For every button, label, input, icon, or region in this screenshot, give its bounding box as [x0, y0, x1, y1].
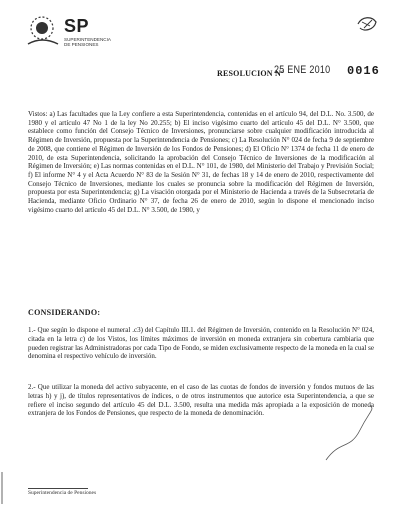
considerando-heading: CONSIDERANDO:	[28, 308, 101, 317]
binding-mark-icon	[0, 470, 10, 506]
institution-logo	[24, 14, 111, 50]
considerando-item-1-text: 1.- Que según lo dispone el numeral .c3) del Capítulo III.1. del Régimen de Inversión, contenido en la Resolución N° 024, citada en la letra c) de los Vistos, los límites máximos de inversión en moneda extranjera sin cobertura cambiaria que pueden registrar las Administradoras por cada Tipo de Fondo, se miden exclusivamente respecto de la moneda en la cual se denomina el respectivo vehículo de inversión.	[28, 326, 374, 361]
footer-text: Superintendencia de Pensiones	[28, 490, 97, 496]
vistos-paragraph	[28, 110, 374, 214]
date-stamp: 25 ENE 2010	[274, 64, 331, 76]
resolution-header	[217, 62, 382, 82]
resolution-number: 0016	[347, 64, 380, 78]
considerando-item-2-text: 2.- Que utilizar la moneda del activo subyacente, en el caso de las cuotas de fondos de inversión y fondos mutuos de las letras h) y j), de títulos representativos de índices, o de otros instrumentos que autorice esta Superintendencia, a que se refiere el inciso segundo del artículo 45 del D.L. 3.500, resulta una medida más apropiada a la exposición de moneda extranjera de los Fondos de Pensiones, que respecto de la moneda de denominación.	[28, 383, 374, 418]
logo-subtitle: SUPERINTENDENCIA DE PENSIONES	[64, 37, 111, 47]
resolution-label: RESOLUCION N°	[217, 69, 285, 78]
stamp-seal-icon	[356, 14, 378, 34]
handwritten-signature-icon	[320, 400, 380, 470]
footer-divider	[28, 488, 88, 489]
vistos-text: Vistos: a) Las facultades que la Ley confiere a esta Superintendencia, contenidas en el artículo 94, del D.L. No. 3.500, de 1980 y el artículo 47 No 1 de la ley No 20.255; b) El inciso vigésimo cuarto del artículo 45 del D.L. N° 3.500, que establece como función del Consejo Técnico de Inversiones, pronunciarse sobre cualquier modificación introducida al Régimen de Inversión, propuesta por la Superintendencia de Pensiones; c) La Resolución N° 024 de fecha 9 de septiembre de 2008, que contiene el Régimen de Inversión de los Fondos de Pensiones; d) El Oficio N° 1374 de fecha 11 de enero de 2010, de esta Superintendencia, solicitando la aprobación del Consejo Técnico de Inversiones de la modificación al Régimen de Inversión; e) Las normas contenidas en el D.L. N° 101, de 1980, del Ministerio del Trabajo y Previsión Social; f) El informe N° 4 y el Acta Acuerdo N° 83 de la Sesión N° 31, de fechas 18 y 14 de enero de 2010, respectivamente del Consejo Técnico de Inversiones, mediante los cuales se pronuncia sobre la modificación del Régimen de Inversión, propuesta por esta Superintendencia; g) La visación otorgada por el Ministerio de Hacienda a través de la Subsecretaría de Hacienda, mediante Oficio Ordinario N° 37, de fecha 26 de enero de 2010, según lo dispone el mencionado inciso vigésimo cuarto del artículo 45 del D.L. N° 3.500, de 1980, y	[28, 110, 374, 214]
logo-mark-icon	[24, 14, 62, 50]
considerando-item-1	[28, 326, 374, 361]
logo-text: SP	[64, 16, 90, 36]
